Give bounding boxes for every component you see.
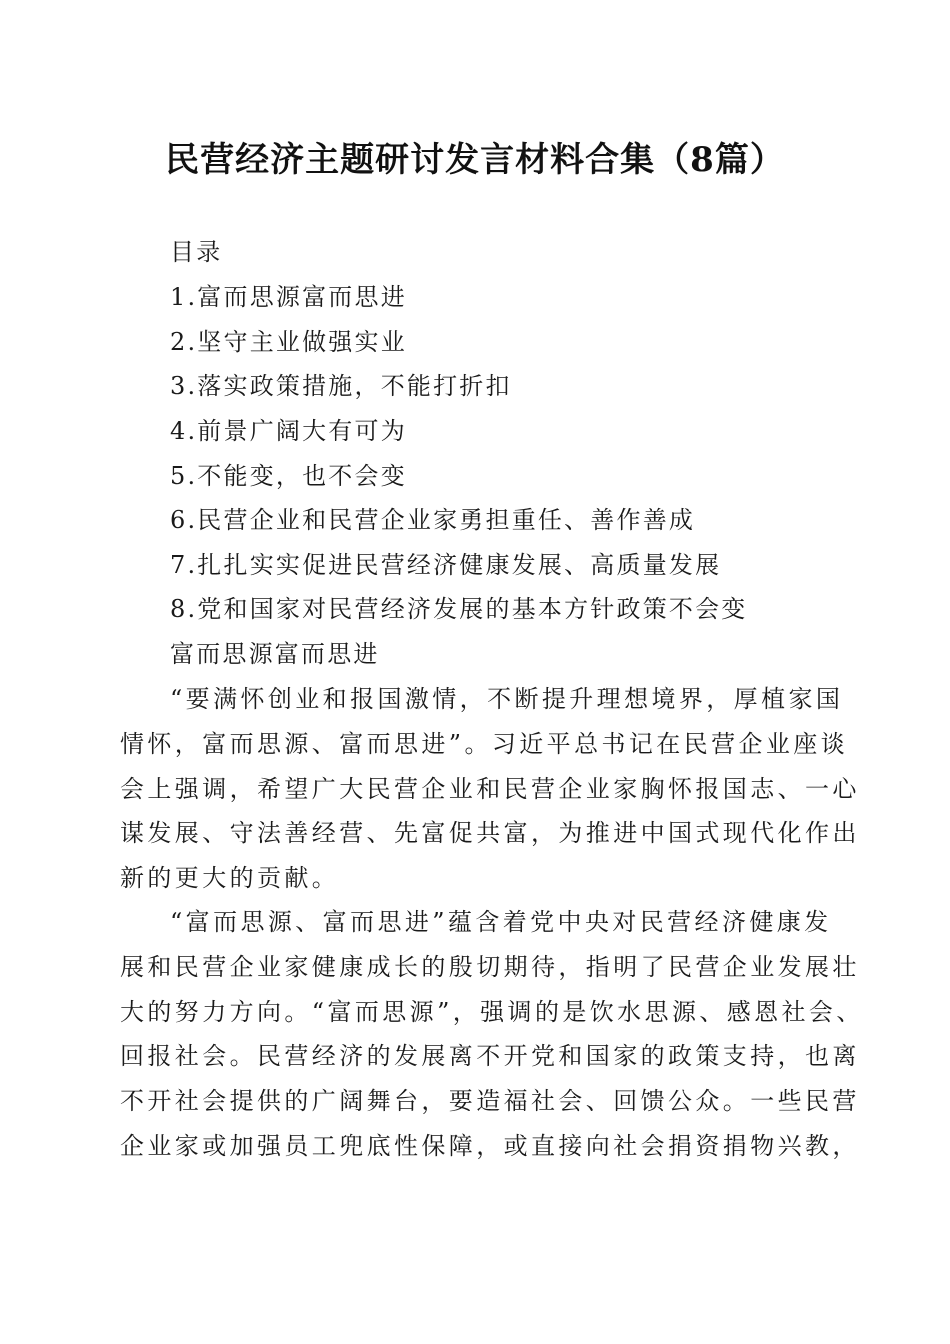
paragraph-line: 企业家或加强员工兜底性保障，或直接向社会捐资捐物兴教， bbox=[120, 1132, 860, 1160]
paragraph-line: 大的努力方向。“富而思源”，强调的是饮水思源、感恩社会、 bbox=[120, 998, 864, 1026]
paragraph-line: 会上强调，希望广大民营企业和民营企业家胸怀报国志、一心 bbox=[120, 775, 860, 803]
paragraph-line: 新的更大的贡献。 bbox=[120, 864, 340, 892]
toc-item-6: 6.民营企业和民营企业家勇担重任、善作善成 bbox=[170, 506, 696, 534]
paragraph-line: 不开社会提供的广阔舞台，要造福社会、回馈公众。一些民营 bbox=[120, 1087, 860, 1115]
toc-item-8: 8.党和国家对民营经济发展的基本方针政策不会变 bbox=[170, 595, 748, 623]
paragraph-line: 谋发展、守法善经营、先富促共富，为推进中国式现代化作出 bbox=[120, 819, 860, 847]
toc-item-3: 3.落实政策措施，不能打折扣 bbox=[170, 372, 512, 400]
toc-heading: 目录 bbox=[170, 238, 223, 266]
section-heading: 富而思源富而思进 bbox=[170, 640, 380, 668]
toc-item-2: 2.坚守主业做强实业 bbox=[170, 328, 407, 356]
toc-item-1: 1.富而思源富而思进 bbox=[170, 283, 407, 311]
toc-item-7: 7.扎扎实实促进民营经济健康发展、高质量发展 bbox=[170, 551, 722, 579]
toc-item-4: 4.前景广阔大有可为 bbox=[170, 417, 407, 445]
paragraph-line: “要满怀创业和报国激情，不断提升理想境界，厚植家国 bbox=[170, 685, 844, 713]
paragraph-line: 展和民营企业家健康成长的殷切期待，指明了民营企业发展壮 bbox=[120, 953, 860, 981]
paragraph-line: “富而思源、富而思进”蕴含着党中央对民营经济健康发 bbox=[170, 908, 832, 936]
paragraph-line: 情怀，富而思源、富而思进”。习近平总书记在民营企业座谈 bbox=[120, 730, 849, 758]
paragraph-line: 回报社会。民营经济的发展离不开党和国家的政策支持，也离 bbox=[120, 1042, 860, 1070]
toc-item-5: 5.不能变，也不会变 bbox=[170, 462, 407, 490]
document-title: 民营经济主题研讨发言材料合集（8篇） bbox=[165, 140, 785, 180]
